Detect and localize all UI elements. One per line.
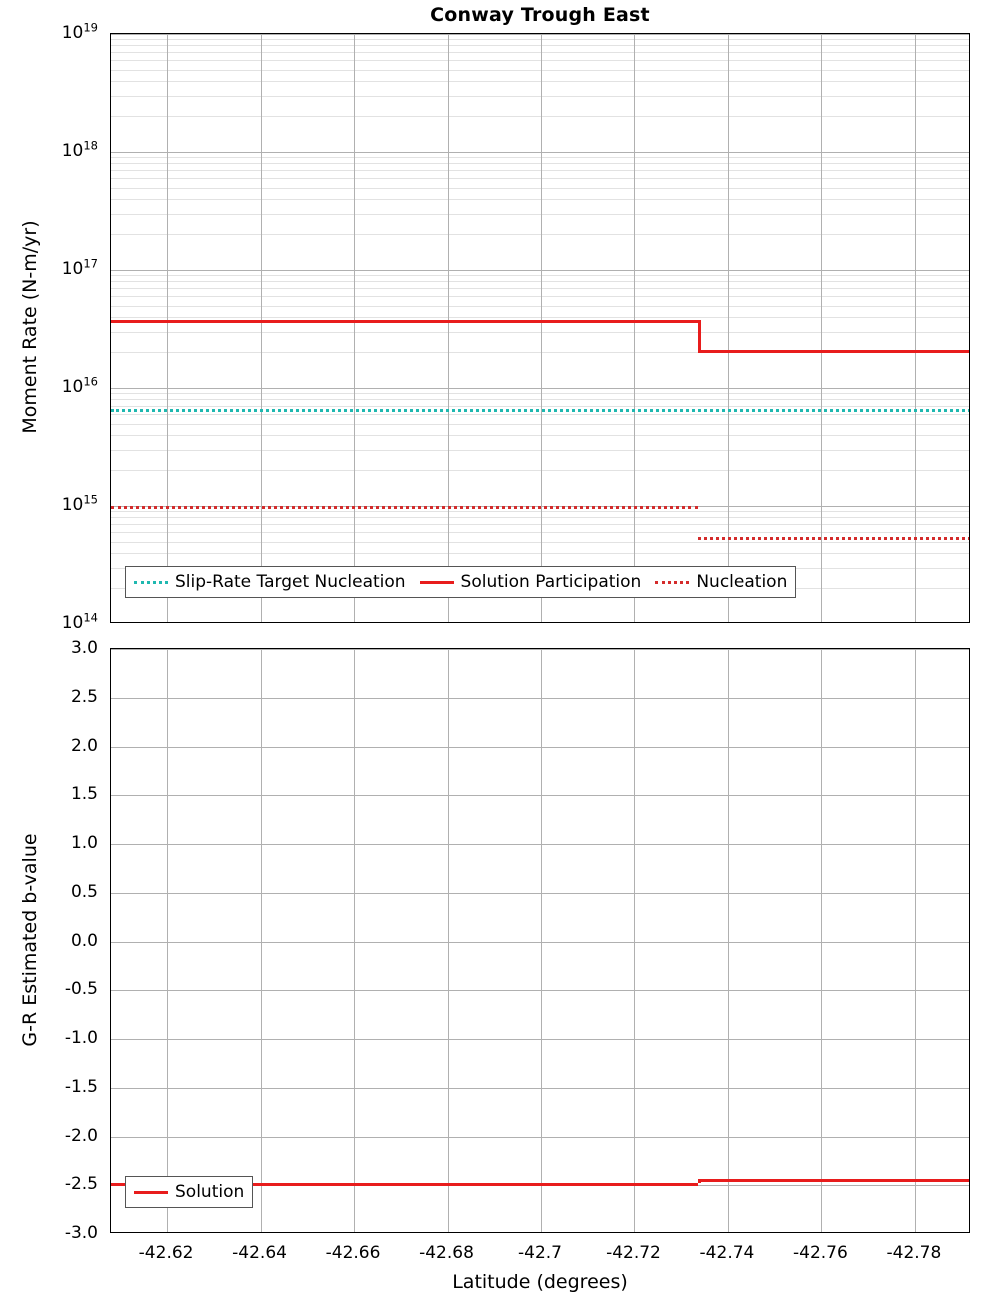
x-tick-bottom-panel: [915, 1232, 916, 1233]
gridline-horizontal: [111, 388, 969, 389]
legend-swatch-solid-red: [134, 1191, 168, 1194]
gridline-horizontal: [111, 435, 969, 436]
y-tick-bottom-panel: [110, 990, 111, 991]
x-tick-label: -42.7: [518, 1243, 562, 1263]
b-value-plot: [110, 648, 970, 1233]
gridline-horizontal: [111, 553, 969, 554]
legend-label: Solution Participation: [460, 572, 642, 592]
gridline-vertical: [261, 649, 262, 1232]
y-tick-bottom-panel-right: [969, 747, 970, 748]
gridline-horizontal: [111, 795, 969, 796]
y-tick-bottom-panel: [110, 844, 111, 845]
gridline-horizontal: [111, 1039, 969, 1040]
gridline-horizontal: [111, 178, 969, 179]
x-tick-bottom-panel: [354, 1232, 355, 1233]
y-tick-label-bottom-panel: -2.5: [64, 1174, 98, 1195]
moment-rate-plot: [110, 33, 970, 623]
gridline-horizontal: [111, 234, 969, 235]
y-tick-label-bottom-panel: 1.5: [70, 784, 98, 805]
x-axis-title: Latitude (degrees): [452, 1271, 628, 1293]
y-tick-label-top-panel: $10^{14}$: [61, 610, 98, 633]
y-tick-bottom-panel: [110, 747, 111, 748]
gridline-vertical: [354, 34, 355, 622]
gridline-horizontal: [111, 532, 969, 533]
x-tick-label: -42.66: [325, 1243, 381, 1263]
y-tick-label-top-panel: $10^{16}$: [61, 374, 98, 397]
x-tick-top-panel-upper: [915, 33, 916, 34]
x-tick-top-panel-upper: [354, 33, 355, 34]
gridline-vertical: [915, 34, 916, 622]
gridline-horizontal: [111, 39, 969, 40]
x-tick-bottom-panel-upper: [728, 648, 729, 649]
gridline-horizontal: [111, 152, 969, 153]
gridline-horizontal: [111, 281, 969, 282]
y-tick-top-panel-right: [969, 270, 970, 271]
x-tick-top-panel-upper: [261, 33, 262, 34]
gridline-horizontal: [111, 332, 969, 333]
gridline-horizontal: [111, 34, 969, 35]
gridline-horizontal: [111, 214, 969, 215]
series-line-solution-participation: [698, 350, 970, 353]
y-tick-bottom-panel: [110, 1137, 111, 1138]
y-tick-bottom-panel-right: [969, 942, 970, 943]
gridline-vertical: [634, 649, 635, 1232]
gridline-horizontal: [111, 163, 969, 164]
y-tick-label-bottom-panel: 3.0: [70, 638, 98, 658]
y-tick-bottom-panel-right: [969, 1088, 970, 1089]
y-tick-label-bottom-panel: -0.5: [64, 979, 98, 1000]
y-tick-label-bottom-panel: -1.5: [64, 1076, 98, 1097]
x-tick-bottom-panel-upper: [448, 648, 449, 649]
y-tick-label-top-panel: $10^{18}$: [61, 138, 98, 161]
y-tick-bottom-panel-right: [969, 698, 970, 699]
x-tick-top-panel: [821, 622, 822, 623]
x-tick-top-panel: [915, 622, 916, 623]
gridline-horizontal: [111, 698, 969, 699]
y-tick-label-bottom-panel: -2.0: [64, 1125, 98, 1146]
legend-swatch-solid-red: [420, 581, 454, 584]
x-tick-top-panel-upper: [167, 33, 168, 34]
series-connector: [698, 320, 701, 350]
moment-rate-plot-area: [111, 34, 969, 622]
gridline-horizontal: [111, 296, 969, 297]
gridline-horizontal: [111, 317, 969, 318]
y-tick-top-panel-right: [969, 506, 970, 507]
gridline-vertical: [541, 34, 542, 622]
gridline-vertical: [354, 649, 355, 1232]
x-tick-label: -42.72: [606, 1243, 661, 1263]
gridline-horizontal: [111, 188, 969, 189]
y-tick-top-panel-right: [969, 152, 970, 153]
series-line-solution: [698, 1179, 970, 1182]
gridline-horizontal: [111, 275, 969, 276]
gridline-horizontal: [111, 1088, 969, 1089]
x-tick-top-panel: [261, 622, 262, 623]
series-line-solution-participation: [111, 320, 698, 323]
gridline-vertical: [915, 649, 916, 1232]
gridline-horizontal: [111, 52, 969, 53]
series-connector: [698, 1179, 701, 1183]
gridline-horizontal: [111, 747, 969, 748]
gridline-horizontal: [111, 990, 969, 991]
x-tick-bottom-panel-upper: [167, 648, 168, 649]
y-tick-bottom-panel-right: [969, 990, 970, 991]
legend-entry: [134, 1182, 244, 1202]
gridline-vertical: [541, 649, 542, 1232]
x-tick-bottom-panel: [261, 1232, 262, 1233]
y-tick-top-panel: [110, 270, 111, 271]
gridline-horizontal: [111, 893, 969, 894]
legend-entry: [420, 572, 642, 592]
gridline-horizontal: [111, 288, 969, 289]
y-tick-label-bottom-panel: -1.0: [64, 1028, 98, 1048]
legend-top: [125, 566, 796, 598]
y-tick-bottom-panel-right: [969, 844, 970, 845]
series-line-slip-rate-target-nucleation: [111, 409, 970, 412]
y-tick-bottom-panel-right: [969, 1185, 970, 1186]
x-tick-top-panel-upper: [634, 33, 635, 34]
y-tick-bottom-panel-right: [969, 1039, 970, 1040]
gridline-horizontal: [111, 399, 969, 400]
gridline-horizontal: [111, 157, 969, 158]
y-tick-top-panel: [110, 34, 111, 35]
gridline-horizontal: [111, 406, 969, 407]
gridline-vertical: [448, 34, 449, 622]
x-tick-top-panel: [354, 622, 355, 623]
gridline-horizontal: [111, 511, 969, 512]
y-tick-label-bottom-panel: 0.5: [70, 881, 98, 902]
y-tick-bottom-panel-right: [969, 1137, 970, 1138]
legend-label: Solution: [175, 1182, 245, 1202]
x-tick-bottom-panel-upper: [821, 648, 822, 649]
x-tick-label: -42.64: [232, 1243, 287, 1263]
gridline-vertical: [167, 34, 168, 622]
x-tick-label: -42.78: [886, 1243, 942, 1263]
y-tick-bottom-panel: [110, 698, 111, 699]
gridline-horizontal: [111, 81, 969, 82]
x-tick-label: -42.62: [138, 1243, 194, 1263]
y-tick-label-bottom-panel: 2.5: [70, 686, 98, 707]
y-tick-top-panel-right: [969, 388, 970, 389]
x-tick-top-panel-upper: [821, 33, 822, 34]
legend-swatch-dotted-red: [655, 581, 689, 584]
x-tick-bottom-panel: [448, 1232, 449, 1233]
x-tick-bottom-panel: [167, 1232, 168, 1233]
gridline-horizontal: [111, 414, 969, 415]
gridline-horizontal: [111, 393, 969, 394]
gridline-horizontal: [111, 1137, 969, 1138]
gridline-horizontal: [111, 270, 969, 271]
gridline-horizontal: [111, 170, 969, 171]
x-tick-label: -42.76: [793, 1243, 848, 1263]
series-line-nucleation: [698, 537, 970, 540]
x-tick-bottom-panel: [541, 1232, 542, 1233]
gridline-horizontal: [111, 70, 969, 71]
gridline-vertical: [167, 649, 168, 1232]
gridline-vertical: [728, 649, 729, 1232]
y-tick-label-top-panel: $10^{15}$: [61, 492, 98, 515]
y-tick-bottom-panel: [110, 1039, 111, 1040]
y-tick-label-bottom-panel: 1.0: [70, 833, 98, 853]
x-tick-top-panel-upper: [541, 33, 542, 34]
x-tick-bottom-panel-upper: [634, 648, 635, 649]
y-tick-bottom-panel: [110, 893, 111, 894]
y-tick-bottom-panel: [110, 649, 111, 650]
y-tick-label-top-panel: $10^{17}$: [61, 256, 98, 279]
gridline-horizontal: [111, 524, 969, 525]
gridline-horizontal: [111, 199, 969, 200]
x-tick-top-panel: [541, 622, 542, 623]
gridline-horizontal: [111, 649, 969, 650]
gridline-vertical: [821, 649, 822, 1232]
gridline-vertical: [261, 34, 262, 622]
gridline-horizontal: [111, 470, 969, 471]
x-tick-top-panel: [167, 622, 168, 623]
x-tick-label: -42.74: [699, 1243, 755, 1263]
gridline-horizontal: [111, 96, 969, 97]
y-tick-label-bottom-panel: 2.0: [70, 735, 98, 756]
legend-swatch-dotted-teal: [134, 581, 168, 584]
legend-entry: [134, 572, 406, 592]
x-tick-bottom-panel-upper: [354, 648, 355, 649]
x-tick-top-panel-upper: [448, 33, 449, 34]
gridline-horizontal: [111, 306, 969, 307]
x-tick-bottom-panel: [728, 1232, 729, 1233]
x-tick-top-panel: [634, 622, 635, 623]
legend-label: Nucleation: [696, 572, 788, 592]
gridline-horizontal: [111, 542, 969, 543]
gridline-vertical: [634, 34, 635, 622]
y-tick-bottom-panel-right: [969, 795, 970, 796]
y-tick-bottom-panel-right: [969, 649, 970, 650]
x-tick-label: -42.68: [419, 1243, 474, 1263]
gridline-horizontal: [111, 844, 969, 845]
y-tick-label-bottom-panel: -3.0: [64, 1223, 98, 1243]
gridline-vertical: [448, 649, 449, 1232]
y-tick-top-panel: [110, 152, 111, 153]
y-tick-label-top-panel: $10^{19}$: [61, 20, 98, 43]
x-tick-top-panel: [448, 622, 449, 623]
x-tick-bottom-panel-upper: [541, 648, 542, 649]
gridline-horizontal: [111, 116, 969, 117]
gridline-vertical: [821, 34, 822, 622]
gridline-horizontal: [111, 60, 969, 61]
gridline-horizontal: [111, 424, 969, 425]
gridline-horizontal: [111, 517, 969, 518]
gridline-horizontal: [111, 942, 969, 943]
x-tick-top-panel-upper: [728, 33, 729, 34]
x-tick-top-panel: [728, 622, 729, 623]
y-tick-bottom-panel: [110, 795, 111, 796]
y-tick-top-panel-right: [969, 34, 970, 35]
legend-bottom: [125, 1176, 253, 1208]
legend-entry: [655, 572, 787, 592]
page-title: Conway Trough East: [430, 4, 650, 26]
series-line-nucleation: [111, 506, 698, 509]
gridline-vertical: [728, 34, 729, 622]
y-axis-title-top: Moment Rate (N-m/yr): [19, 220, 41, 434]
y-tick-label-bottom-panel: 0.0: [70, 930, 98, 951]
y-tick-bottom-panel-right: [969, 893, 970, 894]
x-tick-bottom-panel-upper: [915, 648, 916, 649]
x-tick-bottom-panel: [821, 1232, 822, 1233]
y-tick-bottom-panel: [110, 1088, 111, 1089]
x-tick-bottom-panel-upper: [261, 648, 262, 649]
x-tick-bottom-panel: [634, 1232, 635, 1233]
gridline-horizontal: [111, 45, 969, 46]
y-tick-bottom-panel: [110, 942, 111, 943]
y-axis-title-bottom: G-R Estimated b-value: [19, 832, 41, 1047]
gridline-horizontal: [111, 450, 969, 451]
b-value-plot-area: [111, 649, 969, 1232]
y-tick-top-panel: [110, 388, 111, 389]
legend-label: Slip-Rate Target Nucleation: [175, 572, 406, 592]
